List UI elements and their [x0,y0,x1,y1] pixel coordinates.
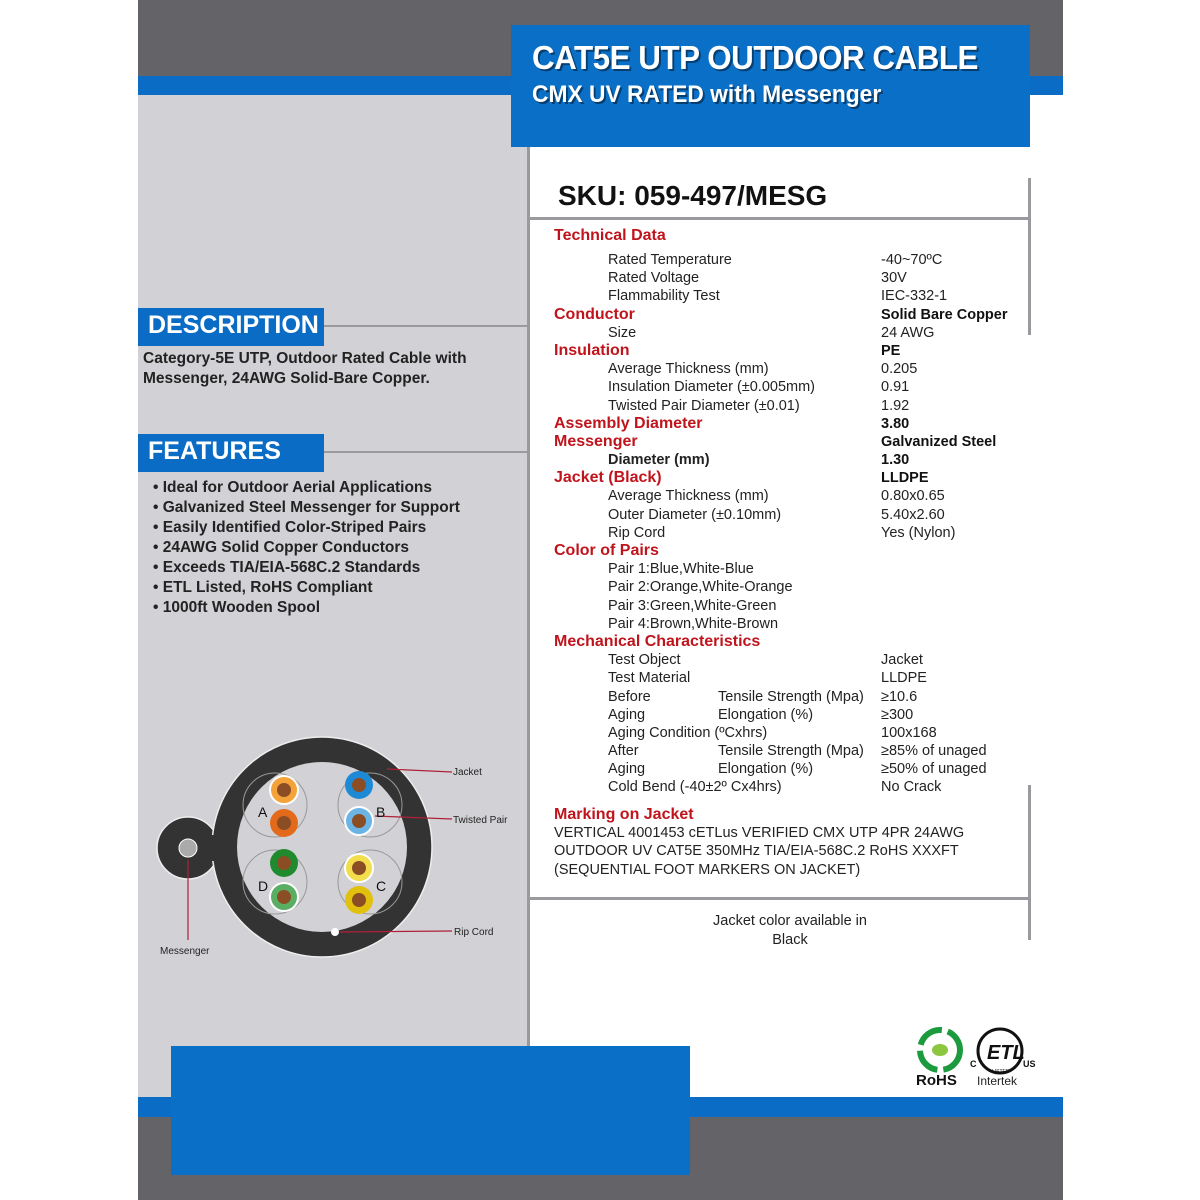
features-heading: FEATURES [138,434,324,472]
spec-v: 1.92 [881,397,910,414]
rip-cord [331,928,339,936]
title-box [511,25,1030,147]
spec-v: No Crack [881,779,942,796]
spec-m: Tensile Strength (Mpa) [718,743,864,760]
spec-l: Aging Condition (ºCxhrs) [608,724,768,741]
label-messenger: Messenger [160,946,210,957]
description-heading: DESCRIPTION [138,308,324,346]
spec-l: Rip Cord [608,524,666,541]
divider [530,217,1030,220]
feature-item: • ETL Listed, RoHS Compliant [153,579,373,596]
etl-text: ETL [987,1042,1025,1064]
spec-l: Rated Voltage [608,270,700,287]
spec-row [554,597,1034,615]
spec-section-heading [554,306,1034,324]
spec-l: Before [608,688,651,705]
intertek-text: Intertek [977,1074,1018,1088]
spec-v: Galvanized Steel [881,433,997,450]
spec-v: 1.30 [881,452,910,469]
spec-row [554,360,1034,378]
divider [530,897,1030,900]
divider [324,451,528,453]
spec-row [554,651,1034,669]
cable-cross-section-diagram [150,735,530,965]
spec-l: Pair 4:Brown,White-Brown [608,615,779,632]
description-text: Category-5E UTP, Outdoor Rated Cable with Messenger, 24AWG Solid-Bare Copper. [143,350,467,387]
feature-item: • 1000ft Wooden Spool [153,599,321,616]
marking-line: VERTICAL 4001453 cETLus VERIFIED CMX UTP 4PR 24AWG [554,825,965,842]
spec-h: Messenger [554,432,638,450]
label-jacket: Jacket [453,767,482,778]
label-rip-cord: Rip Cord [454,927,494,938]
spec-row [554,506,1034,524]
certification-logos [912,1024,1052,1092]
spec-row [554,578,1034,596]
spec-l: Aging [608,706,646,723]
spec-table [554,227,1034,797]
spec-v: PE [881,342,901,359]
spec-section-heading [554,469,1034,487]
spec-l: Test Object [608,652,681,669]
spec-v: Yes (Nylon) [881,524,956,541]
label-a: A [258,804,268,820]
spec-section-heading [554,415,1034,433]
availability-note [690,912,890,949]
spec-h: Assembly Diameter [554,414,703,432]
bottom-blue-box [171,1046,690,1175]
spec-row [554,487,1034,505]
feature-item: • Exceeds TIA/EIA-568C.2 Standards [153,559,421,576]
etl-logo [970,1029,1036,1088]
feature-item: • Ideal for Outdoor Aerial Applications [153,479,432,496]
label-d: D [258,878,269,894]
page-title: CAT5E UTP OUTDOOR CABLE [532,39,978,76]
spec-l: Diameter (mm) [608,452,710,469]
spec-row [554,615,1034,633]
etl-c: C [970,1059,977,1069]
marking-line: (SEQUENTIAL FOOT MARKERS ON JACKET) [554,861,861,878]
spec-v: 5.40x2.60 [881,506,945,523]
spec-v: 3.80 [881,415,910,432]
spec-l: Pair 3:Green,White-Green [608,597,777,614]
spec-l: Cold Bend (-40±2º Cx4hrs) [608,779,782,796]
spec-row [554,560,1034,578]
messenger-wire [179,839,197,857]
spec-h: Jacket (Black) [554,469,662,487]
label-twisted-pair: Twisted Pair [453,815,508,826]
spec-l: Average Thickness (mm) [608,488,769,505]
label-c: C [376,878,387,894]
spec-row [554,378,1034,396]
spec-v: Solid Bare Copper [881,306,1008,323]
spec-l: Pair 1:Blue,White-Blue [608,561,754,578]
spec-v: 0.205 [881,361,918,378]
spec-v: ≥50% of unaged [881,761,987,778]
spec-row [554,251,1034,269]
spec-row [554,397,1034,415]
spec-l: Size [608,324,637,341]
spec-l: Pair 2:Orange,White-Orange [608,579,793,596]
spec-h: Conductor [554,305,635,323]
etl-listed: LISTED [992,1069,1010,1075]
spec-m: Elongation (%) [718,761,814,778]
spec-row [554,724,1034,742]
page-subtitle: CMX UV RATED with Messenger [532,81,882,108]
spec-l: Insulation Diameter (±0.005mm) [608,379,816,396]
spec-section-heading [554,633,1034,651]
spec-l: Flammability Test [608,288,720,305]
divider [324,325,528,327]
spec-v: LLDPE [881,470,929,487]
feature-item: • 24AWG Solid Copper Conductors [153,539,410,556]
spec-section-heading [554,542,1034,560]
rohs-text: RoHS [916,1072,957,1089]
spec-l: Outer Diameter (±0.10mm) [608,506,782,523]
spec-v: 30V [881,270,907,287]
spec-v: LLDPE [881,670,927,687]
spec-v: ≥300 [881,706,914,723]
spec-l: Aging [608,761,646,778]
spec-row [554,760,1034,778]
spec-l: After [608,743,639,760]
spec-v: 0.91 [881,379,910,396]
sku: SKU: 059-497/MESG [558,180,828,211]
spec-v: ≥10.6 [881,688,918,705]
spec-v: 0.80x0.65 [881,488,945,505]
spec-l: Test Material [608,670,691,687]
spec-row [554,669,1034,687]
spec-l: Rated Temperature [608,252,732,268]
spec-m: Elongation (%) [718,706,814,723]
spec-v: ≥85% of unaged [881,743,987,760]
core [237,762,407,932]
spec-section-heading [554,342,1034,360]
features-list [153,478,460,618]
spec-h: Color of Pairs [554,542,659,559]
feature-item: • Easily Identified Color-Striped Pairs [153,519,427,536]
spec-row [554,688,1034,706]
spec-row [554,524,1034,542]
spec-h: Insulation [554,341,630,359]
spec-v: 100x168 [881,724,937,741]
availability-line: Jacket color available in [713,913,867,929]
web [205,835,225,861]
spec-row [554,706,1034,724]
spec-section-heading [554,433,1034,451]
spec-h: Technical Data [554,227,666,244]
spec-row [554,451,1034,469]
spec-row [554,269,1034,287]
marking-section [554,806,964,879]
spec-v: -40~70ºC [881,252,943,268]
etl-us: US [1023,1059,1036,1069]
rohs-logo [916,1030,960,1089]
availability-color: Black [772,931,808,948]
label-b: B [376,804,386,820]
spec-row [554,778,1034,796]
feature-item: • Galvanized Steel Messenger for Support [153,499,460,516]
spec-row [554,287,1034,305]
marking-title: Marking on Jacket [554,806,694,823]
spec-v: 24 AWG [881,324,935,341]
spec-v: Jacket [881,652,923,669]
spec-l: Average Thickness (mm) [608,361,769,378]
spec-h: Mechanical Characteristics [554,632,761,650]
divider [1028,785,1031,940]
spec-m: Tensile Strength (Mpa) [718,688,864,705]
marking-line: OUTDOOR UV CAT5E 350MHz TIA/EIA-568C.2 RoHS XXXFT [554,843,959,860]
spec-row [554,742,1034,760]
spec-v: IEC-332-1 [881,288,948,305]
spec-l: Twisted Pair Diameter (±0.01) [608,397,800,414]
spec-row [554,324,1034,342]
spec-section-heading [554,227,1034,251]
